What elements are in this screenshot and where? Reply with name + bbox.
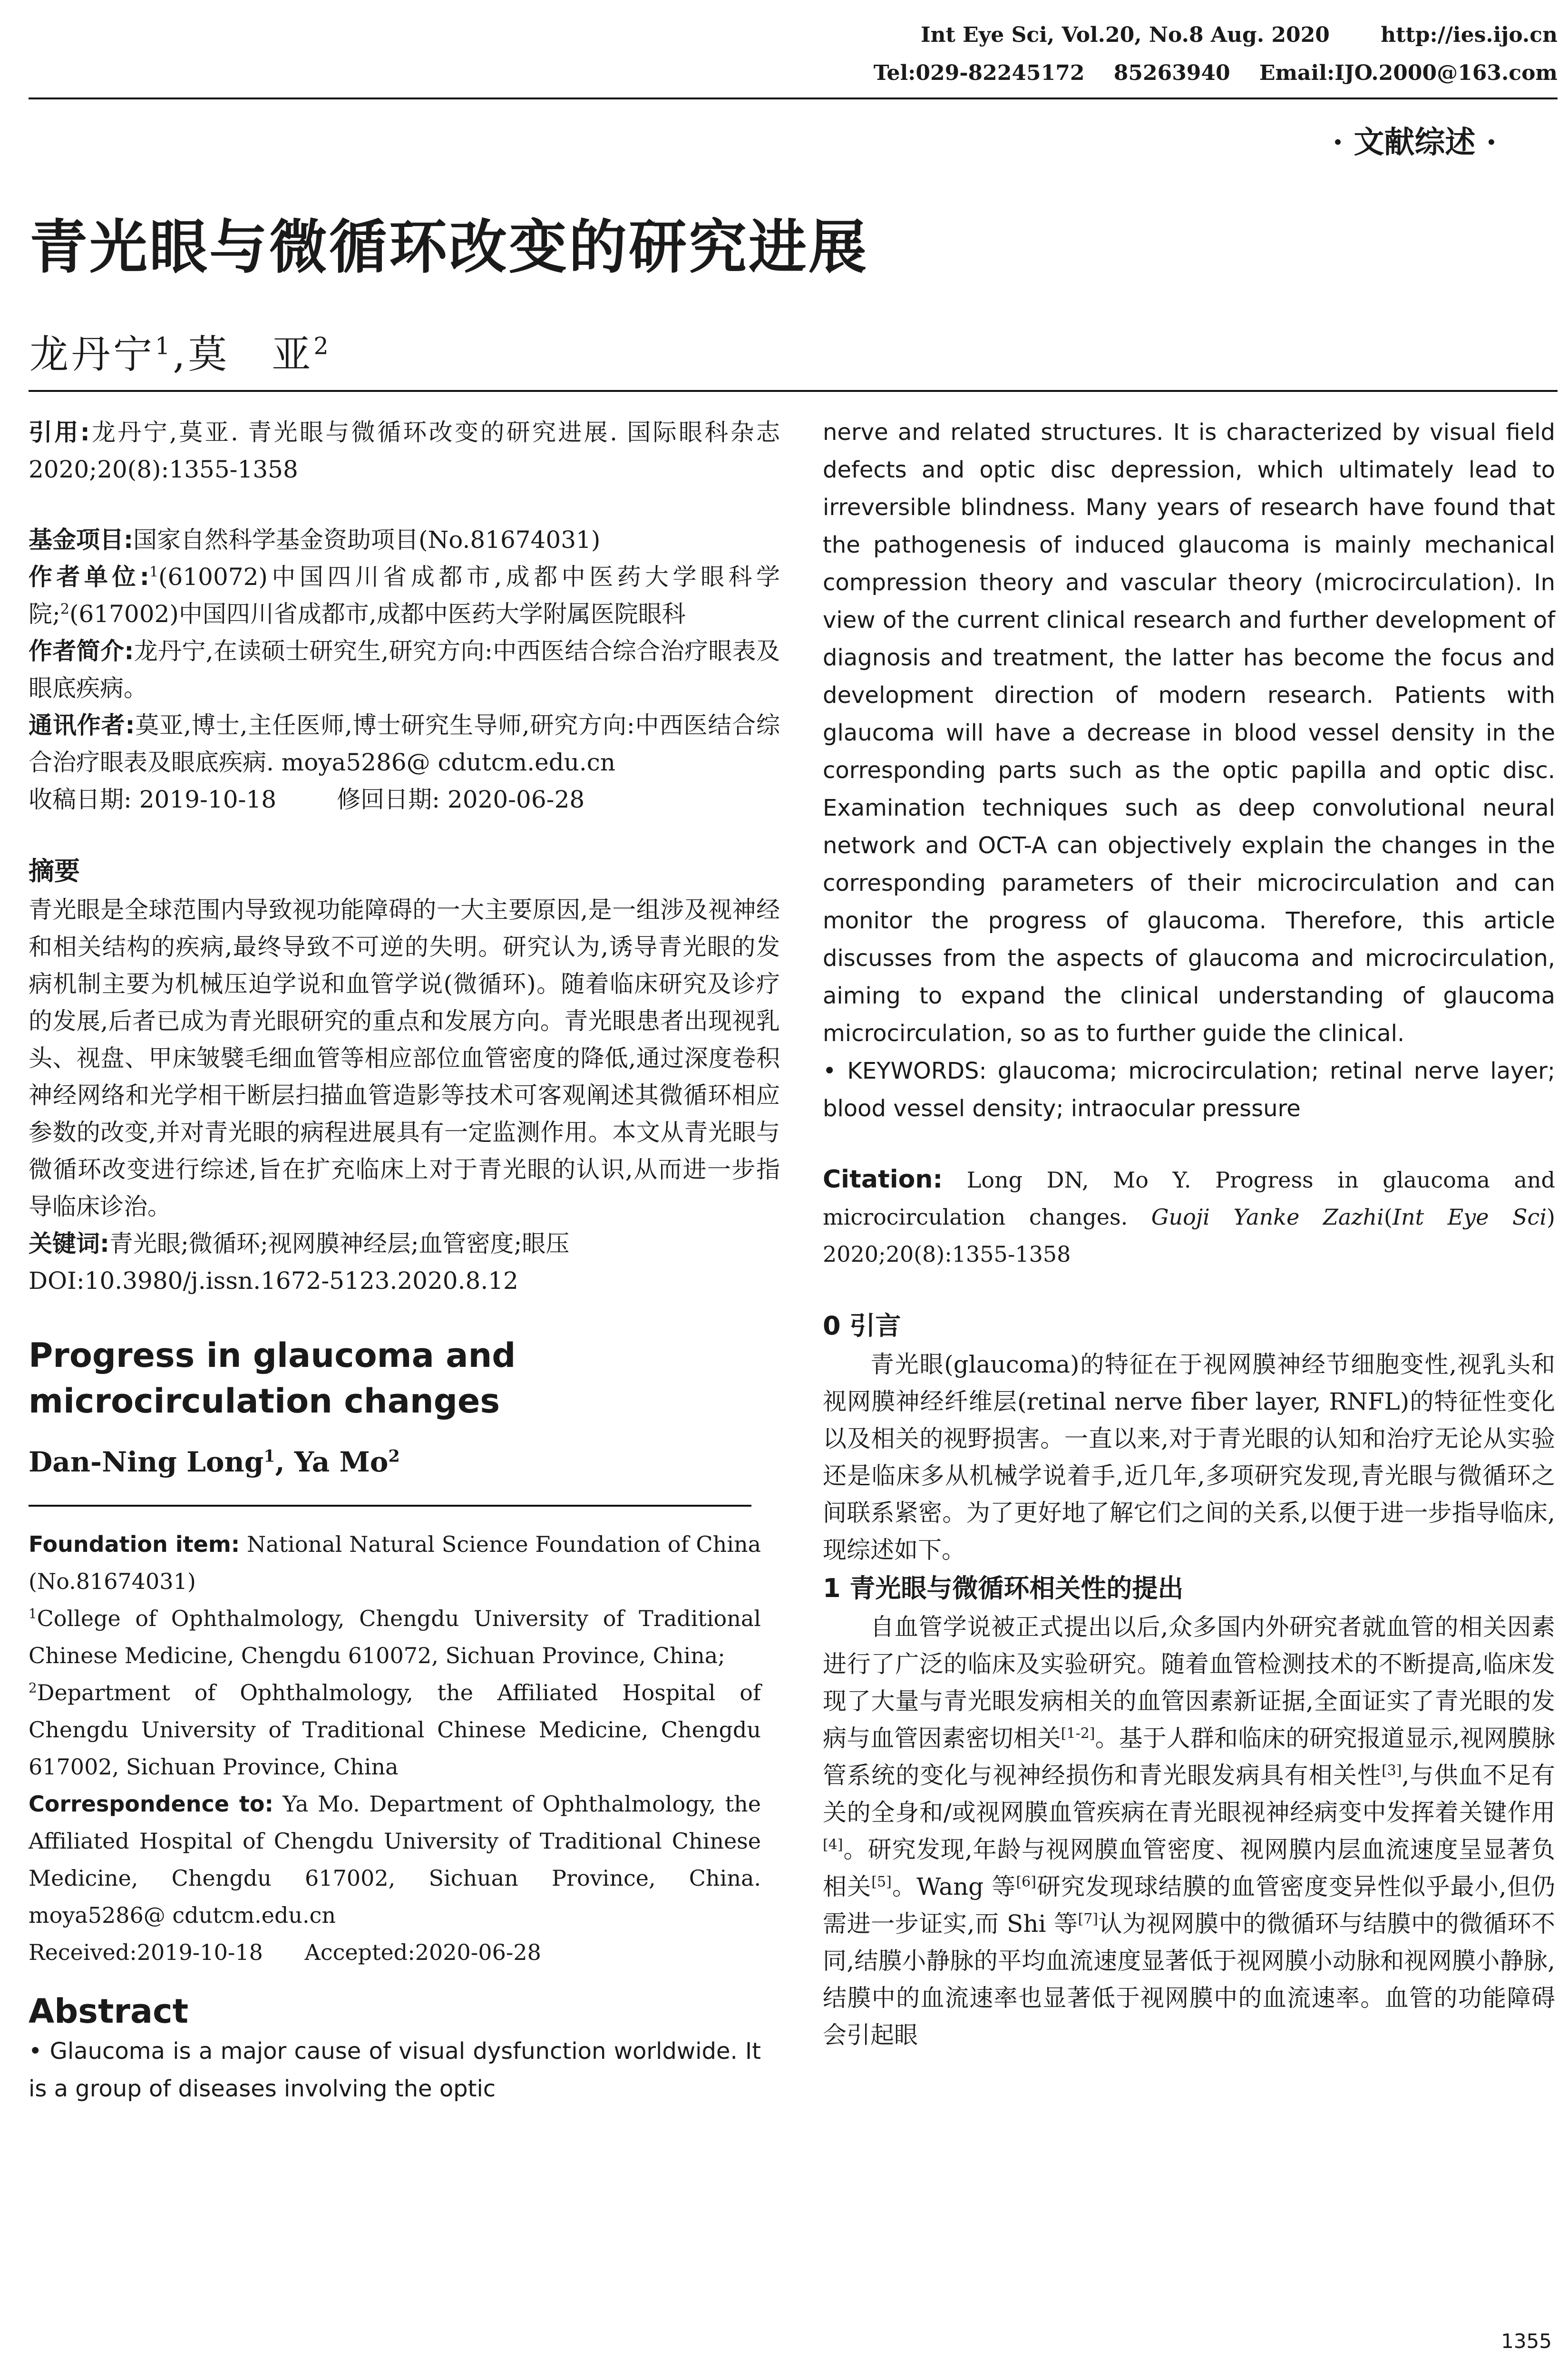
header-rule [29,97,1558,99]
citation-en-post: ) 2020;20(8):1355-1358 [823,1204,1555,1267]
affiliation-en-2-text: Department of Ophthalmology, the Affiliated Hospital of Chengdu University of Traditional Chinese Medicine, Chengdu 617002, Sichuan Province, China [29,1680,761,1780]
keywords-cn-label: 关键词: [29,1230,109,1257]
affiliation-en-2 [29,1674,761,1785]
correspondence-en [29,1785,761,1934]
keywords-cn-text: 青光眼;微循环;视网膜神经层;血管密度;眼压 [109,1230,570,1257]
fund-cn-label: 基金项目: [29,526,133,554]
fund-en-label: Foundation item: [29,1531,240,1557]
affiliation-en-2-sup: 2 [29,1680,37,1696]
bio-cn-label: 作者简介: [29,637,134,665]
author-1-affil: 1 [155,332,173,360]
fund-cn [29,521,780,558]
right-column [823,414,1555,2054]
author-en-separator: , [275,1446,294,1478]
unit-cn-text1: (610072)中国四川省成都市,成都中医药大学眼科学院; [29,563,780,628]
citation-journal-en: Int Eye Sci [1392,1204,1547,1230]
corr-cn [29,707,780,781]
page-number: 1355 [1501,2329,1552,2353]
section-1-part-2: 。基于人群和临床的研究报道显示,视网膜脉管系统的变化与视神经损伤和青光眼发病具有相关性 [823,1724,1555,1789]
section-1-part-3: ,与供血不足有关的全身和/或视网膜血管疾病在青光眼视神经病变中发挥着关键作用 [823,1762,1555,1826]
bio-cn [29,633,780,707]
citation-cn-text: 龙丹宁,莫亚. 青光眼与微循环改变的研究进展. 国际眼科杂志 2020;20(8):1355-1358 [29,419,780,483]
abstract-cn-text: 青光眼是全球范围内导致视功能障碍的一大主要原因,是一组涉及视神经和相关结构的疾病,最终导致不可逆的失明。研究认为,诱导青光眼的发病机制主要为机械压迫学说和血管学说(微循环)。随着临床研究及诊疗的发展,后者已成为青光眼研究的重点和发展方向。青光眼患者出现视乳头、视盘、甲床皱襞毛细血管等相应部位血管密度的降低,通过深度卷积神经网络和光学相干断层扫描血管造影等技术可客观阐述其微循环相应参数的改变,并对青光眼的病程进展具有一定监测作用。本文从青光眼与微循环改变进行综述,旨在扩充临床上对于青光眼的认识,从而进一步指导临床诊治。 [29,896,780,1220]
abstract-cn-heading: 摘要 [29,856,80,886]
citation-paren-open: ( [1383,1204,1393,1230]
section-1-part-1: 自血管学说被正式提出以后,众多国内外研究者就血管的相关因素进行了广泛的临床及实验研究。随着血管检测技术的不断提高,临床发现了大量与青光眼发病相关的血管因素新证据,全面证实了青光眼的发病与血管因素密切相关 [823,1613,1555,1752]
abstract-en-continued: nerve and related structures. It is characterized by visual field defects and optic disc depression, which ultimately lead to irreversible blindness. Many years of research have found that the pathogenesis of induced glaucoma is mainly mechanical compression theory and vascular theory (microcirculation). In view of the current clinical research and further development of diagnosis and treatment, the latter has become the focus and development direction of modern research. Patients with glaucoma will have a decrease in blood vessel density in the corresponding parts such as the optic papilla and optic disc. Examination techniques such as deep convolutional neural network and OCT-A can objectively explain the changes in the corresponding parameters of their microcirculation and can monitor the progress of glaucoma. Therefore, this article discusses from the aspects of glaucoma and microcirculation, aiming to expand the clinical understanding of glaucoma microcirculation, so as to further guide the clinical. [823,419,1555,1047]
authors-rule [29,390,1558,392]
section-1-part-6: 研究发现球结膜的血管密度变异性似乎最小,但仍需进一步证实,而 Shi 等 [823,1873,1555,1938]
article-title-en: Progress in glaucoma and microcirculation changes [29,1336,516,1421]
dates-cn: 收稿日期: 2019-10-18 修回日期: 2020-06-28 [29,786,585,813]
fund-en-text: National Natural Science Foundation of China (No.81674031) [29,1531,761,1594]
section-1-part-4: 。研究发现,年龄与视网膜血管密度、视网膜内层血流速度呈显著负相关 [823,1836,1555,1900]
ref-3[interactable]: [3] [1382,1762,1402,1779]
running-header-journal: Int Eye Sci, Vol.20, No.8 Aug. 2020 http://ies.ijo.cn [920,23,1558,47]
left-column [29,414,780,2108]
authors-en [29,1443,780,1481]
unit-cn [29,558,780,633]
en-authors-rule [29,1505,751,1507]
unit-cn-text2: (617002)中国四川省成都市,成都中医药大学附属医院眼科 [69,600,686,628]
section-0-text: 青光眼(glaucoma)的特征在于视网膜神经节细胞变性,视乳头和视网膜神经纤维层(retinal nerve fiber layer, RNFL)的特征性变化以及相关的视野损害。一直以来,对于青光眼的认知和治疗无论从实验还是临床多从机械学说着手,近几年,多项研究发现,青光眼与微循环之间联系紧密。为了更好地了解它们之间的关系,以便于进一步指导临床,现综述如下。 [823,1351,1555,1564]
citation-en-pre: Long DN, Mo Y. Progress in glaucoma and microcirculation changes. [823,1167,1555,1230]
unit-cn-sup1: 1 [149,564,159,581]
unit-cn-sup2: 2 [60,601,69,618]
author-en-1: Dan-Ning Long [29,1446,264,1478]
article-title-cn: 青光眼与微循环改变的研究进展 [29,214,868,281]
author-2-name: 莫 亚 [188,332,314,377]
ref-6[interactable]: [6] [1016,1873,1036,1890]
bio-cn-text: 龙丹宁,在读硕士研究生,研究方向:中西医结合综合治疗眼表及眼底疾病。 [29,637,780,702]
affiliation-en-1-sup: 1 [29,1606,37,1622]
fund-cn-text: 国家自然科学基金资助项目(No.81674031) [133,526,601,554]
abstract-en-heading: Abstract [29,1992,189,2031]
citation-cn-label: 引用: [29,419,90,446]
affiliation-en-1 [29,1600,761,1674]
citation-journal: Guoji Yanke Zazhi [1151,1204,1384,1230]
section-1-part-5: 。Wang 等 [891,1873,1016,1900]
unit-cn-label: 作者单位: [29,563,149,591]
author-en-2: Ya Mo [294,1446,389,1478]
citation-en-label: Citation: [823,1165,943,1194]
section-tag: · 文献综述 · [1332,125,1497,160]
running-header-contact: Tel:029-82245172 85263940 Email:IJO.2000@163.com [873,61,1558,85]
author-en-2-affil: 2 [388,1446,400,1466]
corr-cn-label: 通讯作者: [29,711,135,739]
corr-cn-text: 莫亚,博士,主任医师,博士研究生导师,研究方向:中西医结合综合治疗眼表及眼底疾病. moya5286@ cdutcm.edu.cn [29,711,780,776]
author-1-name: 龙丹宁 [29,332,156,377]
section-1-heading: 1 青光眼与微循环相关性的提出 [823,1573,1184,1603]
author-separator: , [173,332,188,377]
ref-5[interactable]: [5] [871,1873,892,1890]
authors-cn [29,323,331,379]
correspondence-en-text: Ya Mo. Department of Ophthalmology, the Affiliated Hospital of Chengdu University of Traditional Chinese Medicine, Chengdu 617002, Sichuan Province, China. moya5286@ cdutcm.edu.cn [29,1791,761,1928]
ref-7[interactable]: [7] [1078,1910,1098,1928]
section-0-heading: 0 引言 [823,1311,901,1341]
keywords-en: • KEYWORDS: glaucoma; microcirculation; retinal nerve layer; blood vessel density; intraocular pressure [823,1058,1555,1122]
section-1-text [823,1608,1555,2054]
author-en-1-affil: 1 [263,1446,275,1466]
author-2-affil: 2 [313,332,331,360]
correspondence-en-label: Correspondence to: [29,1791,273,1817]
citation-cn [29,414,780,488]
section-1-part-7: 认为视网膜中的微循环与结膜中的微循环不同,结膜小静脉的平均血流速度显著低于视网膜小动脉和视网膜小静脉,结膜中的血流速率也显著低于视网膜中的血流速率。血管的功能障碍会引起眼 [823,1910,1555,2049]
dates-en: Received:2019-10-18 Accepted:2020-06-28 [29,1939,541,1965]
fund-en [29,1526,761,1600]
ref-1-2[interactable]: [1-2] [1061,1725,1095,1742]
ref-4[interactable]: [4] [823,1836,843,1853]
citation-en [823,1161,1555,1273]
affiliation-en-1-text: College of Ophthalmology, Chengdu University of Traditional Chinese Medicine, Chengdu 610072, Sichuan Province, China; [29,1606,761,1668]
abstract-en-start: • Glaucoma is a major cause of visual dysfunction worldwide. It is a group of diseases involving the optic [29,2038,761,2102]
doi: DOI:10.3980/j.issn.1672-5123.2020.8.12 [29,1267,518,1295]
keywords-cn [29,1225,780,1262]
